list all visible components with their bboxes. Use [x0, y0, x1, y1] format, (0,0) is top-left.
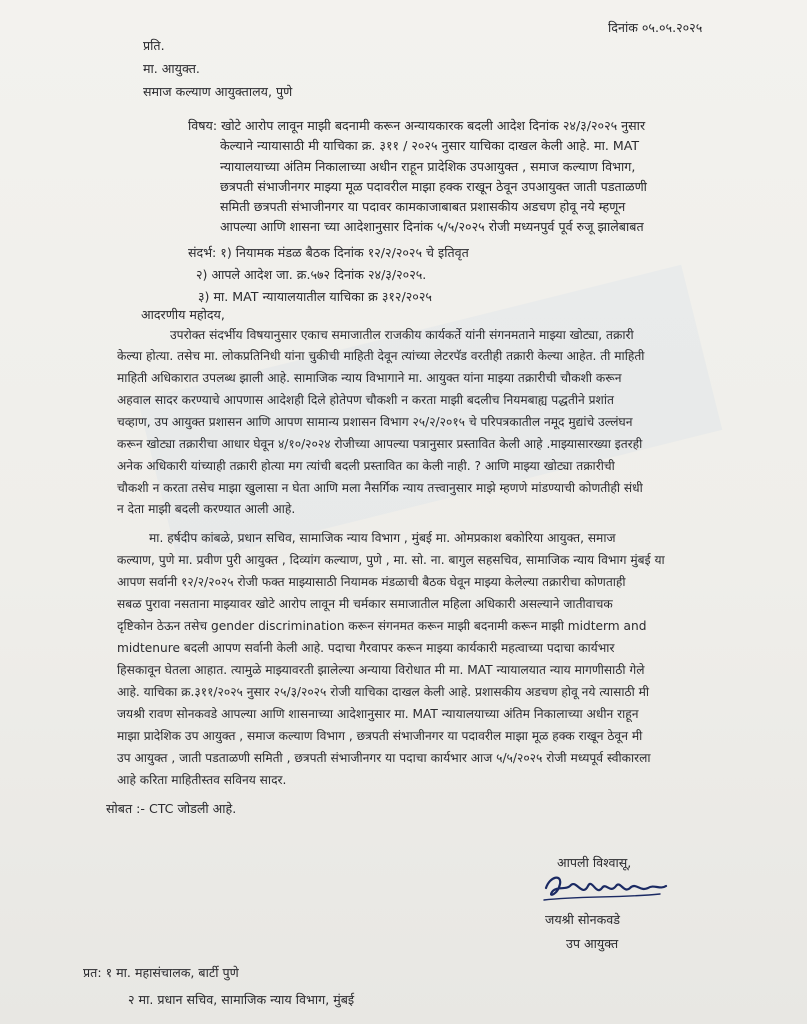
body-line: midtenure बदली आपण सर्वानी केली आहे. पदाचा गैरवापर करून माझ्या कार्यकारी महत्वाच्या पदाचा कार्यभार — [117, 641, 615, 655]
copy-to-line: २ मा. प्रधान सचिव, सामाजिक न्याय विभाग, मुंबई — [128, 992, 355, 1007]
recipient-officer: मा. आयुक्त. — [143, 61, 200, 76]
closing-yours: आपली विश्वासू, — [557, 855, 632, 870]
body-line: हिसकावून घेतला आहात. त्यामुळे माझ्यावरती झालेल्या अन्याया विरोधात मी मा. MAT न्यायालयात न्याय मागणीसाठी गेले — [117, 663, 645, 677]
subject-line: आपल्या आणि शासना च्या आदेशानुसार दिनांक ५/५/२०२५ रोजी मध्यनपुर्व पूर्व रुजू झालेबाबत — [220, 219, 644, 234]
subject-line: न्यायालयाच्या अंतिम निकालाच्या अधीन राहून प्रादेशिक उपआयुक्त , समाज कल्याण विभाग, — [220, 159, 636, 174]
subject-line: छत्रपती संभाजीनगर माझ्या मूळ पदावरील माझा हक्क राखून ठेवून उपआयुक्त जाती पडताळणी — [220, 179, 647, 194]
body-line: माझा प्रादेशिक उप आयुक्त , समाज कल्याण विभाग , छत्रपती संभाजीनगर या पदावरील माझा मूळ हक्क राखून ठेवून मी — [117, 729, 643, 743]
body-line: चव्हाण, उप आयुक्त प्रशासन आणि आपण सामान्य प्रशासन विभाग २५/२/२०१५ चे परिपत्रकातील नमूद मुद्यांचे उल्लंघन — [117, 415, 633, 429]
body-line: न देता माझी बदली करण्यात आली आहे. — [117, 502, 296, 516]
signatory-designation: उप आयुक्त — [566, 936, 619, 951]
body-line: करून खोट्या तक्रारीचा आधार घेवून ४/१०/२०२४ रोजीच्या आपल्या पत्रानुसार प्रस्तावित केली आहे .माझ्यासारख्या इतरही — [117, 437, 643, 451]
recipient-office: समाज कल्याण आयुक्तालय, पुणे — [143, 84, 293, 99]
copy-to-line: प्रत: १ मा. महासंचालक, बार्टी पुणे — [83, 965, 239, 980]
body-line: चौकशी न करता तसेच माझा खुलासा न घेता आणि मला नैसर्गिक न्याय तत्त्वानुसार माझे म्हणणे मांडण्याची कोणतीही संधी — [117, 481, 643, 495]
reference-line: ३) मा. MAT न्यायालयातील याचिका क्र ३१२/२०२५ — [198, 289, 432, 304]
body-line: उप आयुक्त , जाती पडताळणी समिती , छत्रपती संभाजीनगर या पदाचा कार्यभार आज ५/५/२०२५ रोजी मध्यपूर्व स्वीकारला — [117, 751, 651, 765]
body-line: कल्याण, पुणे मा. प्रवीण पुरी आयुक्त , दिव्यांग कल्याण, पुणे , मा. सो. ना. बागुल सहसचिव, सामाजिक न्याय विभाग मुंबई या — [117, 553, 665, 567]
body-line: मा. हर्षदीप कांबळे, प्रधान सचिव, सामाजिक न्याय विभाग , मुंबई मा. ओमप्रकाश बकोरिया आयुक्त, समाज — [149, 531, 616, 545]
subject-line: विषय: खोटे आरोप लावून माझी बदनामी करून अन्यायकारक बदली आदेश दिनांक २४/३/२०२५ नुसार — [188, 118, 646, 133]
subject-line: समिती छत्रपती संभाजीनगर या पदावर कामकाजाबाबत प्रशासकीय अडचण होवू नये म्हणून — [220, 199, 626, 214]
salutation: आदरणीय महोदय, — [141, 307, 225, 322]
body-line: आहे. याचिका क्र.३११/२०२५ नुसार २५/३/२०२५ रोजी याचिका दाखल केली आहे. प्रशासकीय अडचण होवू नये त्यासाठी मी — [117, 685, 650, 699]
body-line: उपरोक्त संदर्भीय विषयानुसार एकाच समाजातील राजकीय कार्यकर्ते यांनी संगनमताने माझ्या खोट्या, तक्रारी — [170, 328, 634, 342]
subject-line: केल्याने न्यायासाठी मी याचिका क्र. ३११ / २०२५ नुसार याचिका दाखल केली आहे. मा. MAT — [220, 138, 640, 153]
signature — [540, 868, 670, 910]
body-line: आहे करिता माहितीस्तव सविनय सादर. — [117, 773, 287, 787]
recipient-prati: प्रति. — [143, 38, 165, 53]
body-line: माहिती अधिकारात उपलब्ध झाली आहे. सामाजिक न्याय विभागाने मा. आयुक्त यांना माझ्या तक्रारीची चौकशी करून — [117, 371, 622, 385]
signatory-name: जयश्री सोनकवडे — [545, 912, 621, 927]
body-line: दृष्टिकोन ठेऊन तसेच gender discrimination करून संगनमत करून माझी बदनामी करून माझी midterm and — [117, 619, 647, 633]
reference-line: संदर्भ: १) नियामक मंडळ बैठक दिनांक १२/२/२०२५ चे इतिवृत — [188, 245, 469, 260]
body-line: जयश्री रावण सोनकवडे आपल्या आणि शासनाच्या आदेशानुसार मा. MAT न्यायालयाच्या अंतिम निकालाच्या अधीन राहून — [117, 707, 639, 721]
body-line: सबळ पुरावा नसताना माझ्यावर खोटे आरोप लावून मी चर्मकार समाजातील महिला अधिकारी असल्याने जातीवाचक — [117, 597, 613, 611]
body-line: अहवाल सादर करण्याचे आपणास आदेशही दिले होतेपण चौकशी न करता माझी बदलीच नियमबाह्य पद्धतीने प्रशांत — [117, 393, 614, 407]
reference-line: २) आपले आदेश जा. क्र.५७२ दिनांक २४/३/२०२५. — [196, 267, 427, 282]
body-line: केल्या होत्या. तसेच मा. लोकप्रतिनिधी यांना चुकीची माहिती देवून त्यांच्या लेटरपॅड वरतीही तक्रारी केल्या आहेत. ती माहिती — [117, 349, 645, 363]
body-line: अनेक अधिकारी यांच्याही तक्रारी होत्या मग त्यांची बदली प्रस्तावित का केली नाही. ? आणि माझ्या खोट्या तक्रारीची — [117, 459, 615, 473]
letter-date: दिनांक ०५.०५.२०२५ — [608, 20, 703, 35]
body-line: आपण सर्वानी १२/२/२०२५ रोजी फक्त माझ्यासाठी नियामक मंडळाची बैठक घेवून माझ्या केलेल्या तक्रारीचा कोणताही — [117, 575, 626, 589]
enclosure-note: सोबत :- CTC जोडली आहे. — [106, 801, 237, 816]
